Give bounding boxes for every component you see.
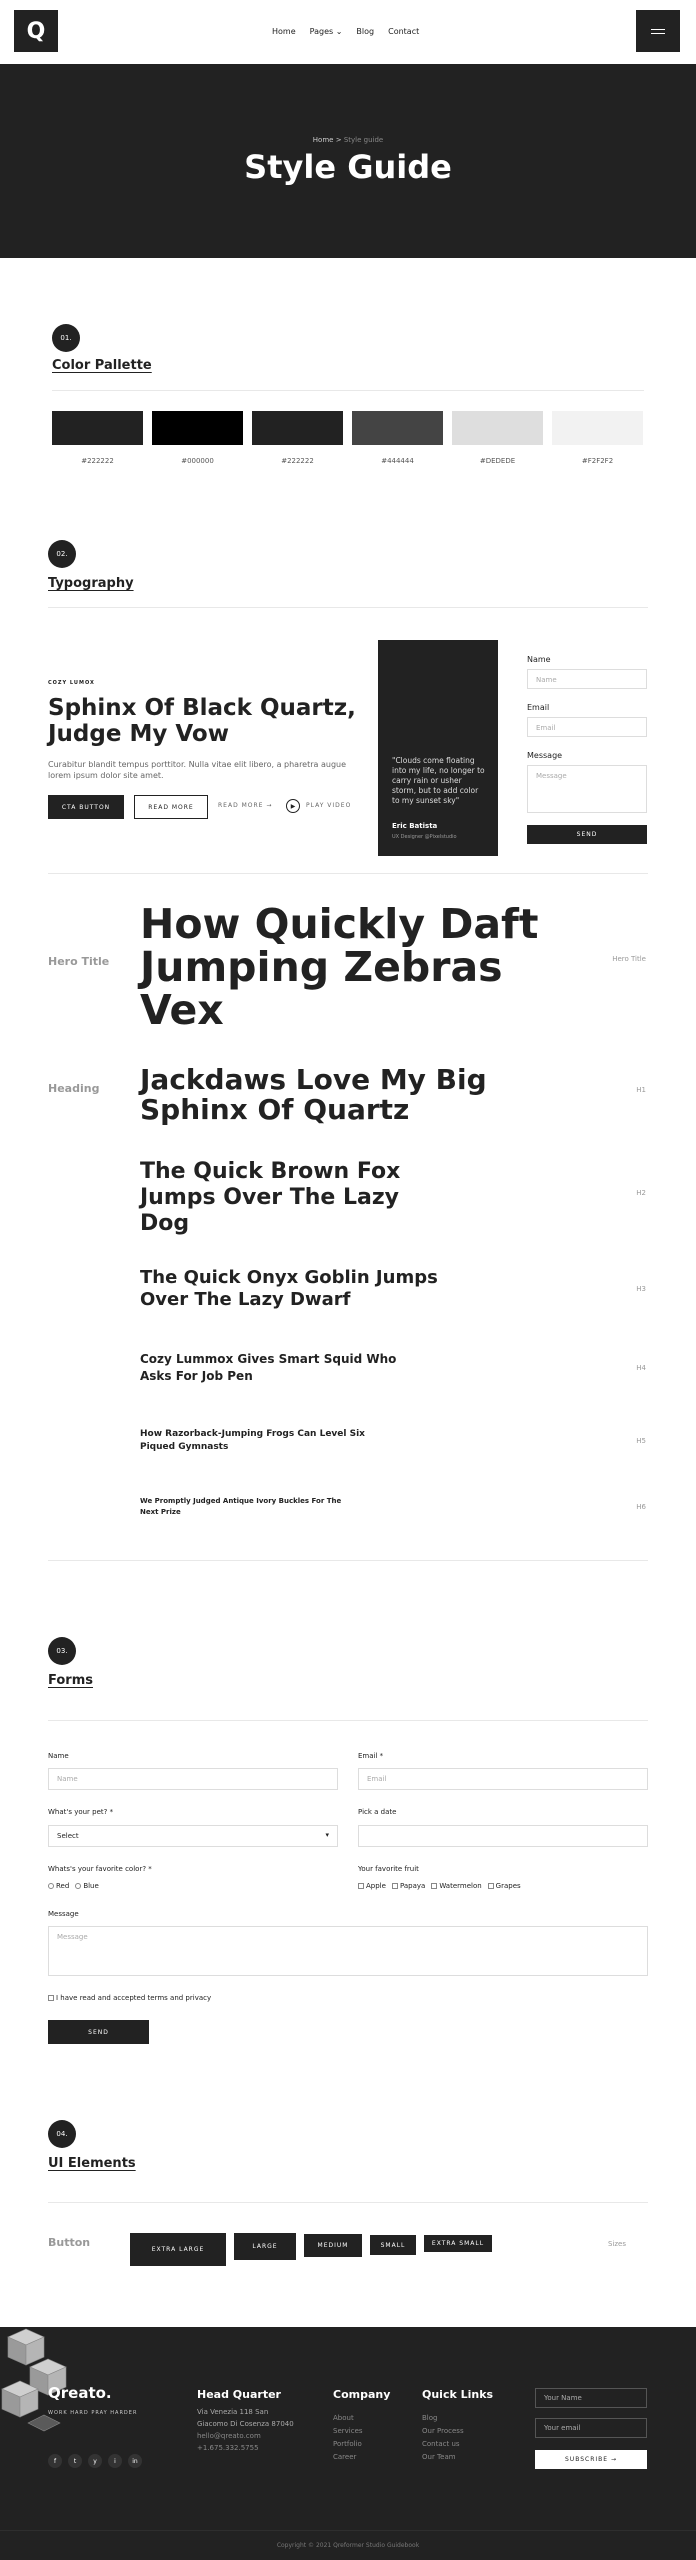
color-swatch: [252, 411, 343, 445]
section-title-colors: Color Pallette: [52, 358, 152, 373]
large-button[interactable]: [234, 2233, 296, 2260]
main-nav: [272, 27, 419, 36]
pet-select-value: Select: [57, 1832, 79, 1840]
breadcrumb-home[interactable]: Home: [312, 136, 334, 144]
demo-title: Sphinx Of Black Quartz, Judge My Vow: [48, 695, 356, 747]
read-more-button-label: READ MORE: [148, 803, 194, 811]
nav-blog[interactable]: Blog: [356, 27, 375, 36]
h6-tag: H6: [636, 1503, 646, 1511]
form-message-label: Message: [48, 1910, 79, 1918]
send-button-label: SEND: [576, 831, 598, 838]
nav-home[interactable]: Home: [272, 27, 296, 36]
hero-title-sample: How Quickly Daft Jumping Zebras Vex: [140, 900, 539, 1034]
footer-link[interactable]: Blog: [422, 2414, 438, 2422]
footer-name-input[interactable]: Your Name: [535, 2388, 647, 2408]
form-name-label: Name: [48, 1752, 69, 1760]
section-number: 02.: [48, 540, 76, 568]
divider: [52, 390, 644, 391]
color-radio-group: [48, 1882, 99, 1890]
eyebrow-text: COZY LUMOX: [48, 680, 95, 686]
hq-line: Giacomo Di Cosenza 87040: [197, 2420, 294, 2428]
checkbox-square: [488, 1883, 494, 1889]
h6-sample: We Promptly Judged Antique Ivory Buckles For The Next Prize: [140, 1497, 342, 1516]
linkedin-icon[interactable]: in: [128, 2454, 142, 2468]
hq-phone[interactable]: +1.675.332.5755: [197, 2444, 259, 2452]
footer-email-input[interactable]: Your email: [535, 2418, 647, 2438]
checkbox-square: [358, 1883, 364, 1889]
social-links: [48, 2454, 142, 2468]
read-more-link[interactable]: [218, 802, 272, 809]
page-title: Style Guide: [244, 148, 452, 186]
message-label: Message: [527, 751, 563, 760]
h2-tag: H2: [636, 1189, 646, 1197]
divider: [48, 1560, 648, 1561]
hq-line: Via Venezia 118 San: [197, 2408, 269, 2416]
checkbox-grapes[interactable]: [488, 1882, 521, 1890]
checkbox-square: [48, 1995, 54, 2001]
divider: [48, 2202, 648, 2203]
checkbox-label: Grapes: [495, 1882, 521, 1890]
section-title-ui: UI Elements: [48, 2156, 136, 2171]
hq-address: [197, 2406, 294, 2454]
logo-letter: Q: [26, 18, 46, 44]
sizes-tag: Sizes: [607, 2240, 626, 2248]
divider: [48, 607, 648, 608]
footer-link[interactable]: Our Process: [422, 2427, 464, 2435]
youtube-icon[interactable]: y: [88, 2454, 102, 2468]
testimonial-role: UX Designer @Pixelstudio: [392, 834, 457, 840]
hero-title-side-label: Hero Title: [48, 955, 110, 968]
divider: [48, 873, 648, 874]
radio-label: Blue: [83, 1882, 99, 1890]
play-video-link[interactable]: PLAY VIDEO: [306, 802, 352, 809]
site-logo[interactable]: [14, 10, 58, 52]
testimonial-author: Eric Batista: [392, 822, 438, 830]
nav-contact[interactable]: Contact: [388, 27, 420, 36]
swatch-label: #444444: [381, 457, 414, 465]
section-number: 03.: [48, 1637, 76, 1665]
email-label: Email: [527, 703, 550, 712]
company-title: Company: [333, 2388, 391, 2401]
h5-sample: How Razorback-Jumping Frogs Can Level Six Piqued Gymnasts: [140, 1429, 365, 1452]
nav-pages[interactable]: [310, 27, 343, 36]
section-number: 01.: [52, 324, 80, 352]
terms-checkbox[interactable]: [48, 1994, 211, 2002]
read-more-link-label: READ MORE: [218, 802, 264, 809]
radio-circle: [75, 1883, 81, 1889]
heading-side-label: Heading: [48, 1082, 100, 1095]
footer-divider: [0, 2530, 696, 2531]
radio-blue[interactable]: [75, 1882, 99, 1890]
name-input[interactable]: Name: [527, 669, 647, 689]
radio-circle: [48, 1883, 54, 1889]
hero-title-tag: Hero Title: [612, 955, 646, 963]
h4-tag: H4: [636, 1364, 646, 1372]
radio-label: Red: [56, 1882, 70, 1890]
h4-sample: Cozy Lummox Gives Smart Squid Who Asks For Job Pen: [140, 1352, 397, 1383]
footer-link[interactable]: Our Team: [422, 2453, 456, 2461]
extra-large-button[interactable]: [130, 2233, 226, 2266]
hq-email[interactable]: hello@qreato.com: [197, 2432, 261, 2440]
swatch-label: #222222: [281, 457, 314, 465]
color-swatch: [52, 411, 143, 445]
breadcrumb-current: Style guide: [343, 136, 384, 144]
breadcrumb: [0, 136, 696, 144]
form-name-input[interactable]: Name: [48, 1768, 338, 1790]
checkbox-papaya[interactable]: [392, 1882, 425, 1890]
message-textarea[interactable]: Message: [527, 765, 647, 813]
checkbox-square: [431, 1883, 437, 1889]
h3-sample: The Quick Onyx Goblin Jumps Over The Lazy Dwarf: [140, 1267, 438, 1310]
nav-pages-label: Pages: [309, 27, 334, 36]
h1-tag: H1: [636, 1086, 646, 1094]
arrow-right-icon: →: [266, 802, 273, 809]
color-swatch: [452, 411, 543, 445]
swatch-label: #222222: [81, 457, 114, 465]
name-label: Name: [527, 655, 551, 664]
subscribe-label: SUBSCRIBE →: [565, 2456, 617, 2463]
swatch-label: #F2F2F2: [581, 457, 614, 465]
h2-sample: The Quick Brown Fox Jumps Over The Lazy Dog: [140, 1159, 401, 1236]
form-send-button[interactable]: [48, 2020, 149, 2044]
checkbox-label: Watermelon: [439, 1882, 482, 1890]
color-swatch: [352, 411, 443, 445]
hamburger-line: [651, 33, 665, 34]
footer-link[interactable]: About: [333, 2414, 354, 2422]
color-swatch: [152, 411, 243, 445]
section-title-typography: Typography: [48, 576, 134, 591]
footer-link[interactable]: Career: [333, 2453, 357, 2461]
date-label: Pick a date: [358, 1808, 397, 1816]
send-button[interactable]: [527, 825, 647, 844]
medium-button[interactable]: [304, 2234, 362, 2257]
quick-links-title: Quick Links: [422, 2388, 494, 2401]
hamburger-menu-button[interactable]: [636, 10, 680, 52]
email-input[interactable]: Email: [527, 717, 647, 737]
subscribe-button[interactable]: [535, 2450, 647, 2469]
h1-sample: Jackdaws Love My Big Sphinx Of Quartz: [140, 1063, 487, 1126]
cta-button-label: CTA BUTTON: [61, 803, 111, 811]
favorite-fruit-label: Your favorite fruit: [358, 1865, 419, 1873]
quick-links: [422, 2412, 464, 2464]
form-send-label: SEND: [88, 2028, 109, 2036]
extra-small-button[interactable]: [424, 2235, 492, 2252]
footer-brand[interactable]: Qreato.: [48, 2384, 112, 2402]
twitter-icon[interactable]: t: [68, 2454, 82, 2468]
instagram-icon[interactable]: i: [108, 2454, 122, 2468]
section-title-forms: Forms: [48, 1673, 93, 1688]
facebook-icon[interactable]: f: [48, 2454, 62, 2468]
swatch-label: #000000: [181, 457, 214, 465]
color-swatch: [552, 411, 643, 445]
testimonial-quote: "Clouds come floating into my life, no longer to carry rain or usher storm, but to add color to my sunset sky": [392, 756, 485, 805]
footer-tagline: WORK HARD PRAY HARDER: [48, 2410, 138, 2416]
swatch-label: #DEDEDE: [479, 457, 516, 465]
form-email-label: Email *: [358, 1752, 384, 1760]
pet-label: What's your pet? *: [48, 1808, 114, 1816]
button-label: SMALL: [380, 2241, 406, 2249]
hq-title: Head Quarter: [197, 2388, 281, 2401]
chevron-down-icon: ⌄: [335, 27, 343, 36]
footer-link[interactable]: Contact us: [422, 2440, 460, 2448]
h3-tag: H3: [636, 1285, 646, 1293]
divider: [48, 1720, 648, 1721]
checkbox-label: Papaya: [399, 1882, 426, 1890]
button-label: EXTRA SMALL: [431, 2240, 485, 2247]
cta-button[interactable]: [48, 795, 124, 819]
form-message-textarea[interactable]: Message: [48, 1926, 648, 1976]
copyright-text: Copyright © 2021 Qreformer Studio Guidebook: [276, 2542, 420, 2549]
button-label: MEDIUM: [317, 2242, 349, 2249]
checkbox-apple[interactable]: [358, 1882, 386, 1890]
favorite-color-label: Whats's your favorite color? *: [48, 1865, 152, 1873]
cube-face: [28, 2415, 60, 2431]
form-email-input[interactable]: Email: [358, 1768, 648, 1790]
footer-link[interactable]: Services: [333, 2427, 363, 2435]
demo-body: Curabitur blandit tempus porttitor. Nulla vitae elit libero, a pharetra augue lorem ipsum dolor site amet.: [48, 760, 347, 780]
read-more-button[interactable]: [134, 795, 208, 819]
terms-label: I have read and accepted terms and privacy: [56, 1994, 212, 2002]
company-links: [333, 2412, 363, 2464]
section-number: 04.: [48, 2120, 76, 2148]
fruit-checkbox-group: [358, 1882, 521, 1890]
button-label: EXTRA LARGE: [151, 2246, 205, 2253]
checkbox-watermelon[interactable]: [431, 1882, 481, 1890]
play-triangle: ▶: [290, 802, 296, 810]
checkbox-square: [392, 1883, 398, 1889]
footer-link[interactable]: Portfolio: [333, 2440, 362, 2448]
radio-red[interactable]: [48, 1882, 69, 1890]
h5-tag: H5: [636, 1437, 646, 1445]
breadcrumb-separator: >: [335, 136, 342, 144]
small-button[interactable]: [370, 2235, 416, 2255]
pet-select[interactable]: [48, 1825, 338, 1847]
chevron-down-icon: ▾: [325, 1831, 329, 1839]
date-input[interactable]: [358, 1825, 648, 1847]
button-label: LARGE: [252, 2243, 278, 2250]
terms-row: [48, 1994, 211, 2002]
hamburger-line: [651, 29, 665, 30]
button-side-label: Button: [48, 2236, 91, 2249]
play-icon[interactable]: [286, 799, 300, 813]
checkbox-label: Apple: [366, 1882, 386, 1890]
